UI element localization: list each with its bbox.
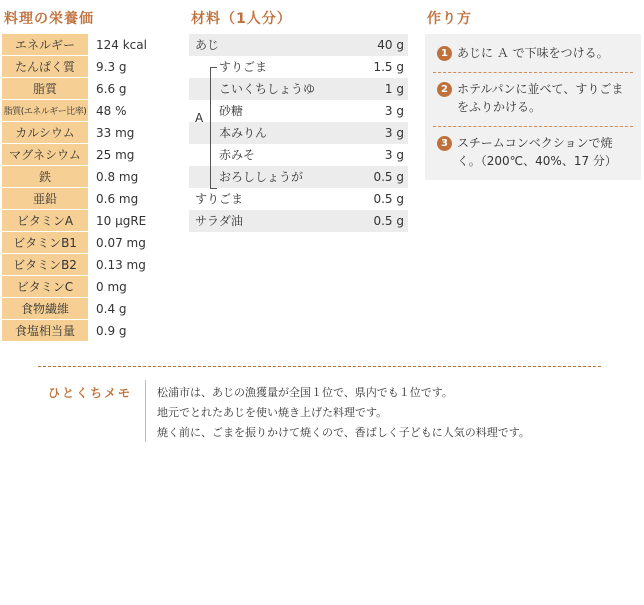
ingredient-amount: 0.5 g <box>373 192 404 206</box>
nutrient-value: 0.4 g <box>88 298 163 320</box>
step-item <box>425 134 641 170</box>
table-row <box>2 232 163 254</box>
nutrient-value: 9.3 g <box>88 56 163 78</box>
ingredients-heading: 材料（1人分） <box>191 11 292 27</box>
table-row <box>2 100 163 122</box>
nutrient-label: 脂質 <box>2 78 88 100</box>
table-row <box>2 298 163 320</box>
step-text: あじに Ａ で下味をつける。 <box>457 46 609 60</box>
nutrient-label: たんぱく質 <box>2 56 88 78</box>
nutrient-label: 亜鉛 <box>2 188 88 210</box>
ingredient-name: サラダ油 <box>195 214 243 228</box>
nutrient-label: ビタミンB2 <box>2 254 88 276</box>
ingredient-name: すりごま <box>219 60 268 74</box>
ingredient-name: あじ <box>195 38 220 52</box>
table-row <box>2 78 163 100</box>
nutrient-label: 鉄 <box>2 166 88 188</box>
ingredient-amount: 0.5 g <box>373 214 404 228</box>
nutrient-value: 0.13 mg <box>88 254 163 276</box>
step-divider <box>433 126 633 127</box>
ingredient-row <box>189 210 408 232</box>
ingredient-row <box>189 78 408 100</box>
step-number: 3 <box>437 136 452 151</box>
ingredient-name: 砂糖 <box>219 104 244 118</box>
ingredient-amount: 3 g <box>384 104 404 118</box>
nutrient-value: 48 % <box>88 100 163 122</box>
memo-line: 地元でとれたあじを使い焼き上げた料理です。 <box>157 406 388 419</box>
ingredient-row <box>189 100 408 122</box>
nutrient-label: マグネシウム <box>2 144 88 166</box>
ingredient-row <box>189 166 408 188</box>
ingredient-row <box>189 188 408 210</box>
ingredient-amount: 3 g <box>384 148 404 162</box>
ingredient-row <box>189 122 408 144</box>
nutrient-value: 10 μgRE <box>88 210 163 232</box>
nutrient-value: 6.6 g <box>88 78 163 100</box>
table-row <box>2 210 163 232</box>
nutrient-label: カルシウム <box>2 122 88 144</box>
ingredient-row <box>189 34 408 56</box>
ingredient-name: すりごま <box>195 192 244 206</box>
step-number: 2 <box>437 82 452 97</box>
memo-title: ひとくちメモ <box>48 386 133 400</box>
ingredient-name: こいくちしょうゆ <box>219 82 316 96</box>
nutrition-heading: 料理の栄養価 <box>4 11 94 27</box>
group-a-label: A <box>195 111 204 125</box>
ingredient-name: 本みりん <box>219 126 268 140</box>
memo-divider <box>38 366 601 367</box>
table-row <box>2 188 163 210</box>
table-row <box>2 34 163 56</box>
ingredient-amount: 1 g <box>384 82 404 96</box>
method-steps <box>425 34 641 180</box>
ingredient-name: 赤みそ <box>219 148 256 162</box>
ingredient-row <box>189 56 408 78</box>
nutrient-value: 0.6 mg <box>88 188 163 210</box>
nutrient-value: 0.8 mg <box>88 166 163 188</box>
table-row <box>2 276 163 298</box>
table-row <box>2 122 163 144</box>
step-divider <box>433 72 633 73</box>
table-row <box>2 254 163 276</box>
memo-vertical-rule <box>145 380 146 442</box>
table-row <box>2 144 163 166</box>
ingredient-name: おろししょうが <box>219 170 304 184</box>
nutrient-value: 33 mg <box>88 122 163 144</box>
nutrient-value: 0.9 g <box>88 320 163 342</box>
nutrient-label: ビタミンB1 <box>2 232 88 254</box>
nutrient-label: エネルギー <box>2 34 88 56</box>
step-item <box>425 80 641 116</box>
nutrient-label: 脂質(エネルギー比率) <box>2 100 88 122</box>
memo-line: 焼く前に、ごまを振りかけて焼くので、香ばしく子どもに人気の料理です。 <box>157 426 530 439</box>
nutrient-label: ビタミンA <box>2 210 88 232</box>
table-row <box>2 56 163 78</box>
nutrient-label: ビタミンC <box>2 276 88 298</box>
step-number: 1 <box>437 46 452 61</box>
nutrient-value: 124 kcal <box>88 34 163 56</box>
table-row <box>2 320 163 342</box>
step-text: ホテルパンに並べて、すりごまをふりかける。 <box>457 82 624 114</box>
memo-line: 松浦市は、あじの漁獲量が全国１位で、県内でも１位です。 <box>157 386 453 399</box>
ingredients-list <box>189 34 408 232</box>
nutrient-label: 食塩相当量 <box>2 320 88 342</box>
ingredient-amount: 3 g <box>384 126 404 140</box>
nutrient-value: 25 mg <box>88 144 163 166</box>
nutrient-value: 0.07 mg <box>88 232 163 254</box>
method-heading: 作り方 <box>427 11 472 27</box>
ingredient-amount: 40 g <box>377 38 404 52</box>
ingredient-amount: 0.5 g <box>373 170 404 184</box>
nutrition-table <box>2 34 163 342</box>
table-row <box>2 166 163 188</box>
ingredient-amount: 1.5 g <box>373 60 404 74</box>
ingredient-row <box>189 144 408 166</box>
step-item <box>425 44 641 64</box>
group-a-bracket <box>210 67 217 189</box>
nutrient-label: 食物繊維 <box>2 298 88 320</box>
nutrient-value: 0 mg <box>88 276 163 298</box>
step-text: スチームコンベクションで焼く。（200℃、40%、17 分） <box>457 136 617 168</box>
